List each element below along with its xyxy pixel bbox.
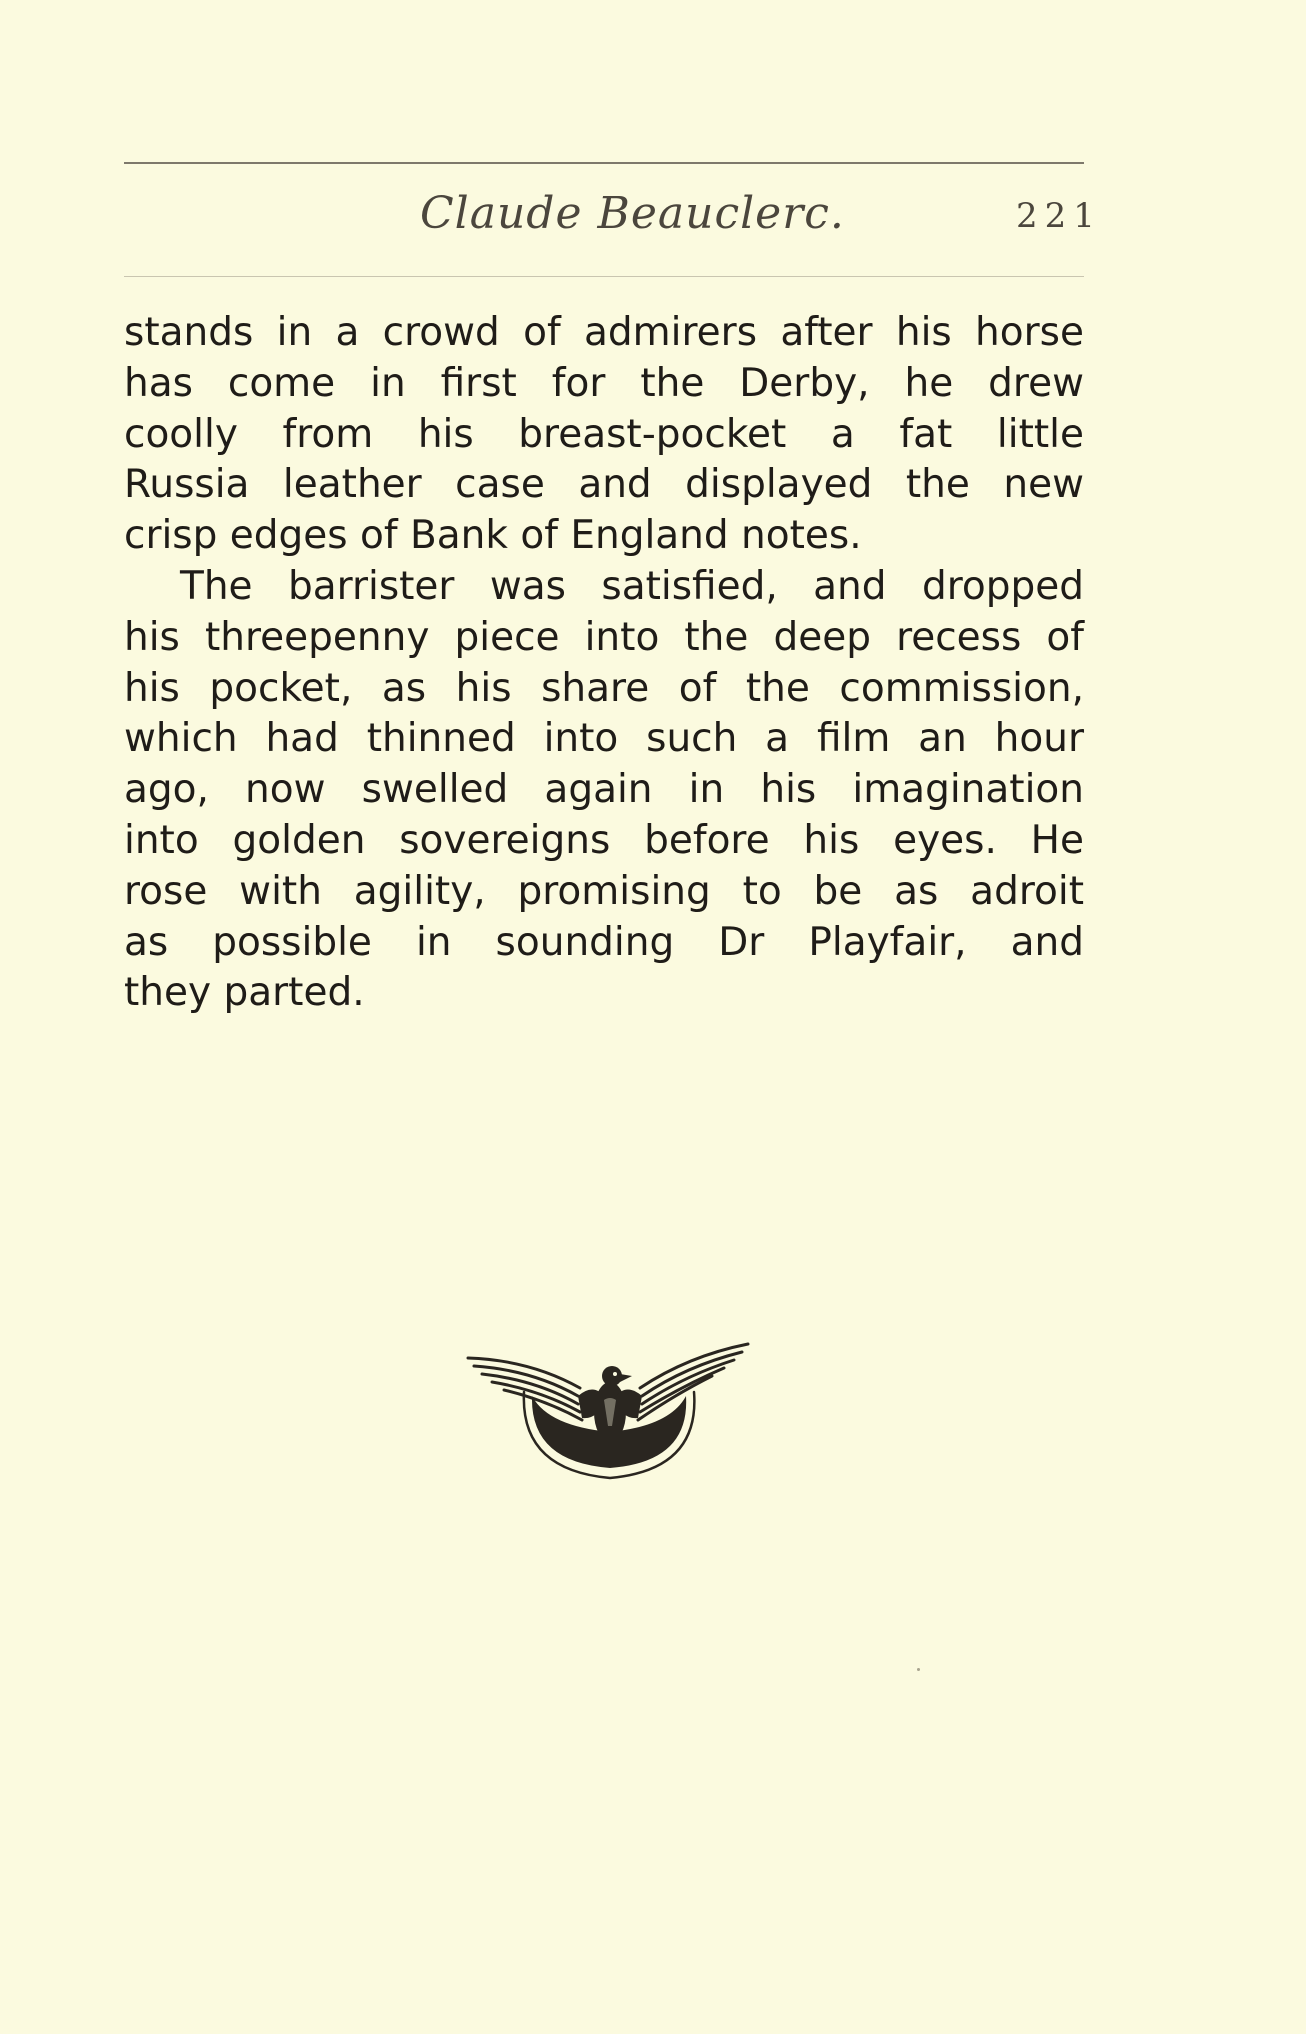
text-line: rose with agility, promising to be as adroit <box>124 868 1084 914</box>
text-line: The barrister was satisfied, and dropped <box>180 563 1084 609</box>
text-line: his threepenny piece into the deep recess of <box>124 614 1084 660</box>
header-bottom-rule <box>124 276 1084 277</box>
text-line: coolly from his breast-pocket a fat little <box>124 411 1084 457</box>
text-line: Russia leather case and displayed the new <box>124 462 1084 508</box>
text-line: his pocket, as his share of the commission, <box>124 665 1084 711</box>
running-title: Claude Beauclerc. <box>420 188 845 239</box>
text-line: has come in first for the Derby, he drew <box>124 360 1084 406</box>
eagle-tailpiece-icon <box>460 1330 760 1490</box>
page-number: 221 <box>1016 196 1102 236</box>
body-text <box>124 308 1084 1019</box>
text-line: into golden sovereigns before his eyes. He <box>124 817 1084 863</box>
text-line: stands in a crowd of admirers after his horse <box>124 310 1084 355</box>
text-line: they parted. <box>124 970 365 1016</box>
text-line: which had thinned into such a film an hour <box>124 716 1084 762</box>
text-line: ago, now swelled again in his imagination <box>124 767 1084 813</box>
paper-speck <box>917 1668 920 1671</box>
header-top-rule <box>124 162 1084 164</box>
text-line: crisp edges of Bank of England notes. <box>124 513 862 559</box>
text-line: as possible in sounding Dr Playfair, and <box>124 919 1084 965</box>
